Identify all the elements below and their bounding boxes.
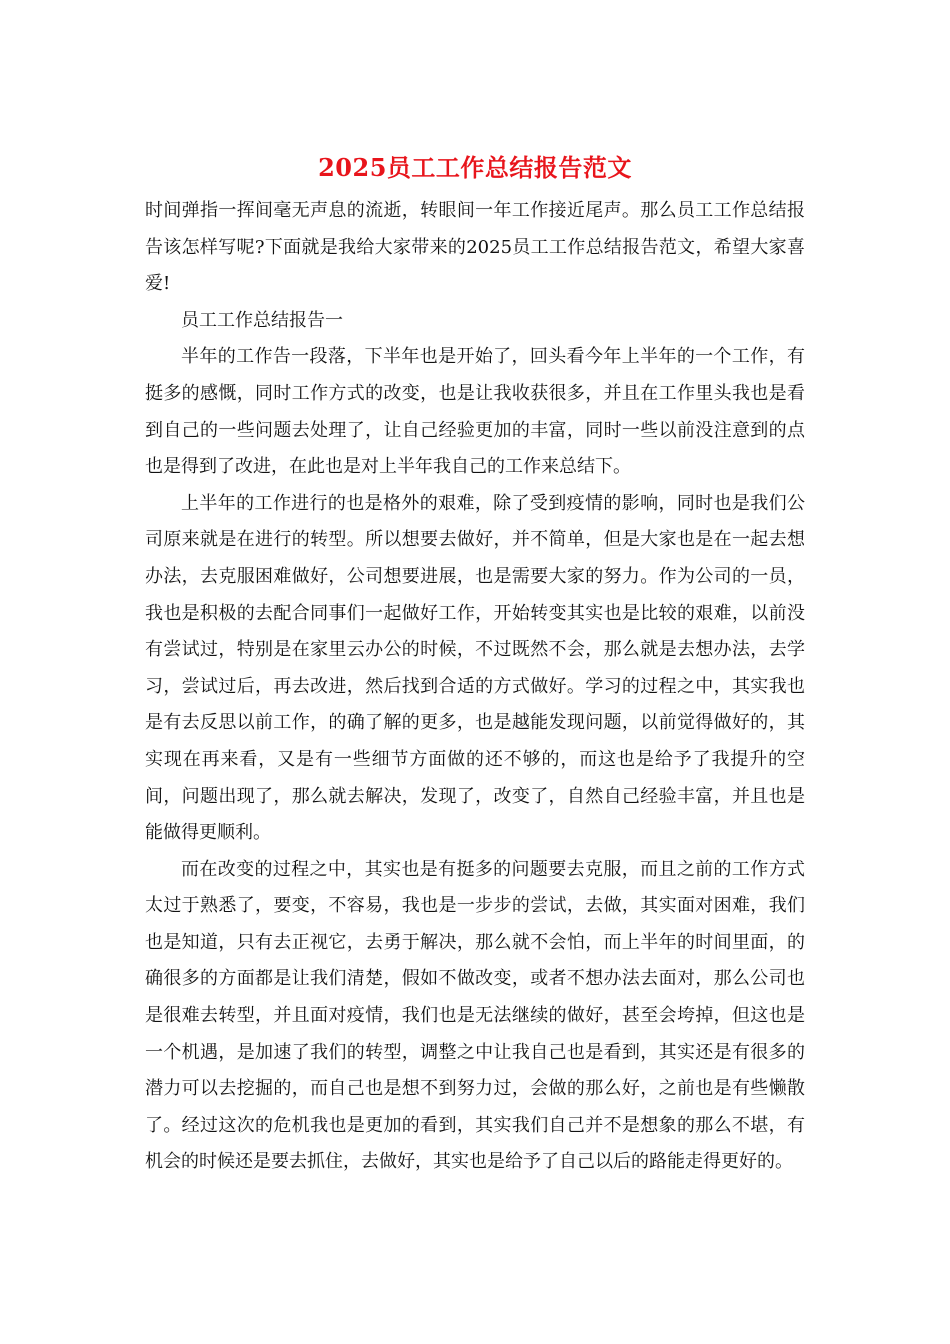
document-body bbox=[145, 193, 805, 1181]
body-paragraph: 而在改变的过程之中，其实也是有挺多的问题要去克服，而且之前的工作方式太过于熟悉了，要变，不容易，我也是一步步的尝试，去做，其实面对困难，我们也是知道，只有去正视它，去勇于解决，那么就不会怕，而上半年的时间里面，的确很多的方面都是让我们清楚，假如不做改变，或者不想办法去面对，那么公司也是很难去转型，并且面对疫情，我们也是无法继续的做好，甚至会垮掉，但这也是一个机遇，是加速了我们的转型，调整之中让我自己也是看到，其实还是有很多的潜力可以去挖掘的，而自己也是想不到努力过，会做的那么好，之前也是有些懒散了。经过这次的危机我也是更加的看到，其实我们自己并不是想象的那么不堪，有机会的时候还是要去抓住，去做好，其实也是给予了自己以后的路能走得更好的。 bbox=[145, 858, 805, 1173]
intro-paragraph: 时间弹指一挥间毫无声息的流逝，转眼间一年工作接近尾声。那么员工工作总结报告该怎样写呢?下面就是我给大家带来的2025员工工作总结报告范文，希望大家喜爱! bbox=[145, 200, 805, 295]
document-title: 2025员工工作总结报告范文 bbox=[318, 153, 632, 182]
section-heading: 员工工作总结报告一 bbox=[181, 309, 343, 331]
body-paragraph: 上半年的工作进行的也是格外的艰难，除了受到疫情的影响，同时也是我们公司原来就是在进行的转型。所以想要去做好，并不简单，但是大家也是在一起去想办法，去克服困难做好，公司想要进展，也是需要大家的努力。作为公司的一员，我也是积极的去配合同事们一起做好工作，开始转变其实也是比较的艰难，以前没有尝试过，特别是在家里云办公的时候，不过既然不会，那么就是去想办法，去学习，尝试过后，再去改进，然后找到合适的方式做好。学习的过程之中，其实我也是有去反思以前工作，的确了解的更多，也是越能发现问题，以前觉得做好的，其实现在再来看，又是有一些细节方面做的还不够的，而这也是给予了我提升的空间，问题出现了，那么就去解决，发现了，改变了，自然自己经验丰富，并且也是能做得更顺利。 bbox=[145, 492, 805, 844]
body-paragraph: 半年的工作告一段落，下半年也是开始了，回头看今年上半年的一个工作，有挺多的感慨，同时工作方式的改变，也是让我收获很多，并且在工作里头我也是看到自己的一些问题去处理了，让自己经验更加的丰富，同时一些以前没注意到的点也是得到了改进，在此也是对上半年我自己的工作来总结下。 bbox=[145, 346, 805, 478]
